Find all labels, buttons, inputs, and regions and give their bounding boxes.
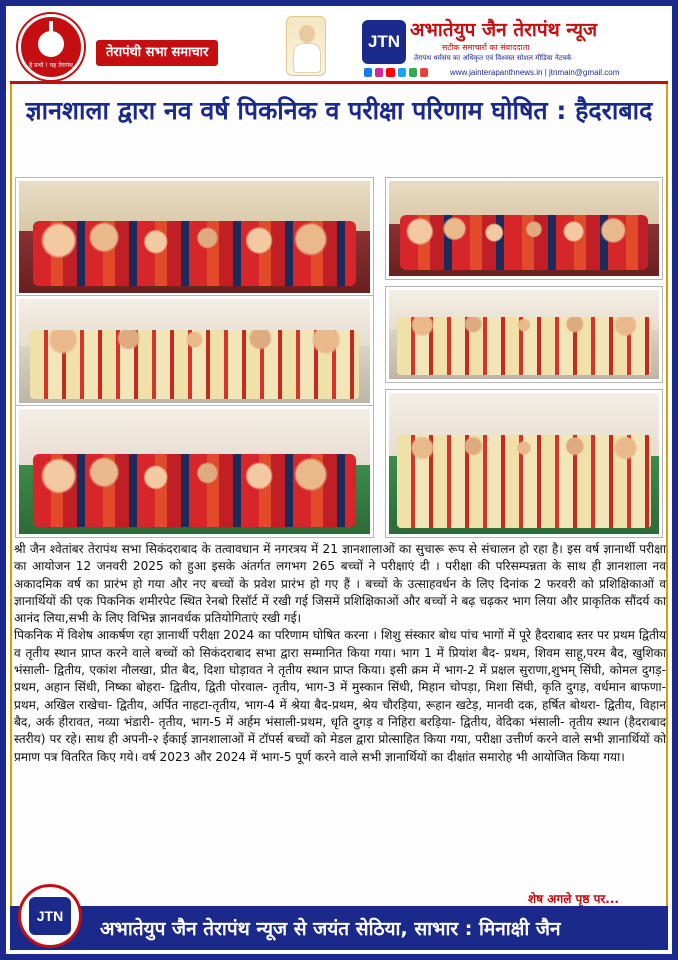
brand-tagline: सटीक समाचारों का संवाददाता [442,43,530,52]
brand-title: अभातेयुप जैन तेरापंथ न्यूज [410,19,598,41]
photo-students-trophies [16,406,373,537]
footer-credit: अभातेयुप जैन तेरापंथ न्यूज से जयंत सेठिया, साभार : मिनाक्षी जैन [100,918,561,940]
more-icon[interactable] [420,68,428,77]
website-email[interactable]: www.jainterapanthnews.in | jtnmain@gmail.com [450,68,620,77]
emblem-core [38,31,64,57]
sabha-news-label: तेरापंथी सभा समाचार [96,40,218,66]
photo-graduation-group [386,287,662,382]
photo-group-hall [16,178,373,296]
twitter-icon[interactable] [398,68,406,77]
article-paragraph-2: पिकनिक में विशेष आकर्षण रहा ज्ञानार्थी परीक्षा 2024 का परिणाम घोषित करना । शिशु संस्कार बोध पांच भागों में पूरे हैदराबाद स्तर पर प्रथम द्वितीय व तृतीय स्थान प्राप्त करने वाले बच्चों को सिकंदराबाद सभा द्वारा सम्मानित किया गया। भाग 1 में प्रियांश बैद- प्रथम, शिवम साहू,परम बैद, खुशिका भंसाली- द्वितीय, एकांश नौलखा, प्रीत बैद, दिशा घोड़ावत ने तृतीय स्थान प्राप्त किया। इसी क्रम में भाग-2 में प्रक्षल सुराणा,शुभम् सिंघी, कोमल दुगड़- प्रथम, अहान सिंधी, निष्का बोहरा- द्वितीय, द्विती पोरवाल- तृतीय, भाग-3 में मुस्कान सिंधी, मिहान चोपड़ा, मिशा सिंघी, कृति दुगड़, वर्धमान बाफणा- प्रथम, अखिल राखेचा- द्वितीय, अर्पित नाहटा-तृतीय, भाग-4 में श्रेया बैद-प्रथम, श्रेय चौरड़िया, रूहान खटेड़, मानवी दक, हर्षित बोथरा- द्वितीय, विहान बैद, अर्क हीरावत, नव्या भंडारी- तृतीय, भाग-5 में अर्हम भंसाली-प्रथम, धृति दुगड़ व निहिरा बरड़िया- द्वितीय, वेदिका भंसाली- तृतीय स्थान (हैदराबाद स्तरीय) पर रहे। साथ ही अपनी-२ ईकाई ज्ञानशालाओं में टॉपर्स बच्चों को मेडल द्वारा प्रोत्साहित किया गया, परीक्षा उत्तीर्ण करने वाले सभी ज्ञानार्थियों को प्रमाण पत्र वितरित किए गये। वर्ष 2023 और 2024 में भाग-5 पूर्ण करने वाले सभी ज्ञानार्थियों का दीक्षांत समारोह भी आयोजित किया गया। [14,628,666,764]
article-body [14,541,666,766]
facebook-icon[interactable] [364,68,372,77]
acharya-portrait [286,16,326,76]
page-headline: ज्ञानशाला द्वारा नव वर्ष पिकनिक व परीक्षा परिणाम घोषित : हैदराबाद [25,96,653,125]
footer-bar [10,906,668,950]
photo-teachers-awards [386,390,662,537]
terapanth-emblem-icon [18,14,84,80]
youtube-icon[interactable] [386,68,394,77]
article-paragraph-1: श्री जैन श्वेतांबर तेरापंथ सभा सिकंदराबाद के तत्वावधान में नगरत्रय में 21 ज्ञानशालाओं का सुचारू रूप से संचालन हो रहा है। इस वर्ष ज्ञानार्थी परीक्षा का आयोजन 12 जनवरी 2025 को हुआ इसके अंतर्गत लगभग 265 बच्चों ने परीक्षाएं दी । परीक्षा की परिसम्पन्नता के साथ ही ज्ञानशाला नव अकादमिक वर्ष का प्रारंभ हो गया और नए बच्चों के प्रवेश प्रारंभ हो गए हैं । बच्चों के उत्साहवर्धन के लिए दिनांक 2 फरवरी को प्रशिक्षिकाओं व ज्ञानार्थियों की एक पिकनिक शमीरपेट स्थित रेनबो रिसॉर्ट में रखी गई जिसमें प्रशिक्षिकाओं और बच्चों ने बढ़ चढ़कर भाग लिया और प्राकृतिक सौंदर्य का आनंद लिया,सभी के लिए विभिन्न ज्ञानवर्धक प्रतियोगिताएं रखी गई। [14,542,666,626]
footer-logo [18,884,82,948]
google-icon[interactable] [409,68,417,77]
jtn-logo: JTN [362,20,406,64]
photo-students-seated [386,178,662,279]
emblem-text: हे प्रभो ! यह तेरापंथ [29,62,73,69]
portrait-body [293,43,321,73]
continued-note: शेष अगले पृष्ठ पर... [528,892,619,906]
social-icons [364,68,428,80]
footer-jtn-logo: JTN [29,897,71,935]
instagram-icon[interactable] [375,68,383,77]
photo-teachers-group [16,296,373,406]
masthead [10,10,668,84]
brand-subtitle: तेरापंथ धर्मसंघ का अधिकृत एवं विश्वस्त सोशल मीडिया नेटवर्क [414,54,572,62]
portrait-head [299,25,315,43]
